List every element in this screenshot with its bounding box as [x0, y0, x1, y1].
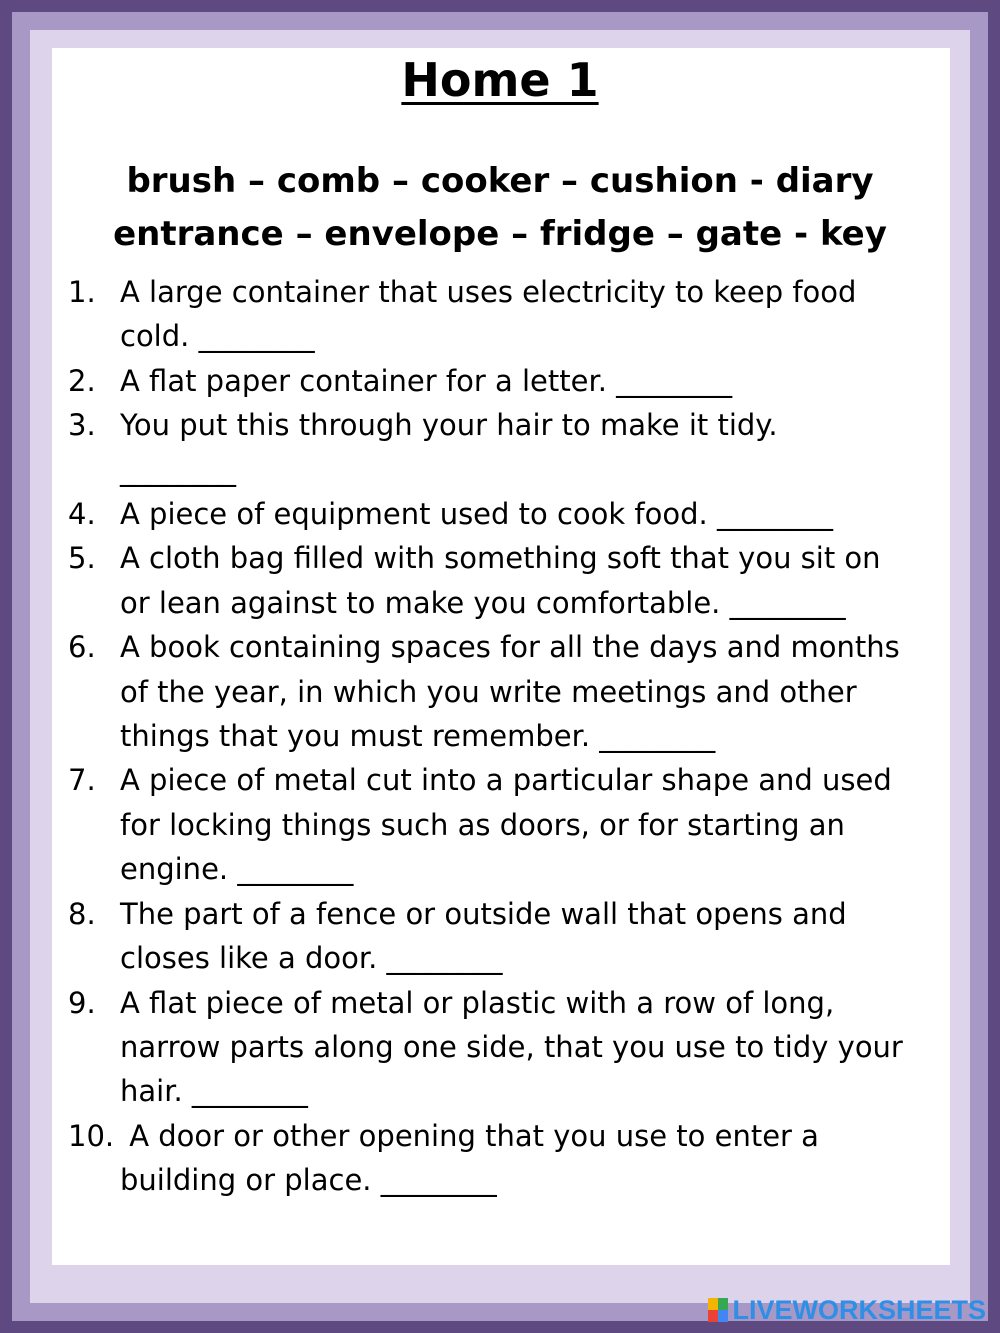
question-text-line: ________ [120, 452, 236, 487]
question-text-line: closes like a door. ________ [120, 941, 503, 976]
question-number: 8. [68, 896, 96, 931]
liveworksheets-brand: LIVEWORKSHEETS [732, 1294, 986, 1325]
question-text-line: narrow parts along one side, that you use to tidy your [120, 1029, 903, 1064]
liveworksheets-logo-icon [708, 1298, 728, 1322]
question-text-line: A flat paper container for a letter. ________ [120, 363, 733, 398]
question-number: 9. [68, 985, 96, 1020]
question-text-line: building or place. ________ [120, 1163, 497, 1198]
question-item [60, 625, 930, 758]
question-number: 4. [68, 497, 96, 532]
question-text-line: A book containing spaces for all the days and months [120, 630, 900, 665]
question-number: 2. [68, 363, 96, 398]
question-text-line: engine. ________ [120, 852, 354, 887]
question-number: 7. [68, 763, 96, 798]
word-bank-line: brush – comb – cooker – cushion - diary [126, 161, 874, 201]
question-number: 5. [68, 541, 96, 576]
question-item [60, 270, 930, 359]
question-text-line: A piece of metal cut into a particular shape and used [120, 763, 892, 798]
question-text-line: cold. ________ [120, 319, 315, 354]
question-text-line: A piece of equipment used to cook food. ________ [120, 497, 833, 532]
question-item [60, 359, 930, 403]
question-item [60, 536, 930, 625]
question-text-line: hair. ________ [120, 1074, 308, 1109]
question-text-line: things that you must remember. ________ [120, 719, 716, 754]
question-item [60, 1114, 930, 1203]
question-text-line: You put this through your hair to make it tidy. [120, 408, 778, 443]
word-bank [0, 155, 1000, 261]
question-text-line: A large container that uses electricity to keep food [120, 275, 857, 309]
question-text-line: for locking things such as doors, or for starting an [120, 807, 845, 842]
liveworksheets-footer[interactable] [708, 1294, 986, 1325]
worksheet-title: Home 1 [401, 53, 599, 107]
question-text-line: A cloth bag filled with something soft that you sit on [120, 541, 881, 576]
question-text-line: A flat piece of metal or plastic with a row of long, [120, 985, 835, 1020]
question-item [60, 403, 930, 492]
question-item [60, 758, 930, 891]
question-number: 10. [68, 1118, 115, 1153]
question-item [60, 492, 930, 536]
question-number: 3. [68, 408, 96, 443]
question-number: 1. [68, 275, 96, 309]
question-text-line: The part of a fence or outside wall that opens and [120, 896, 847, 931]
question-text-line: A door or other opening that you use to enter a [120, 1118, 819, 1153]
question-item [60, 981, 930, 1114]
question-text-line: or lean against to make you comfortable. ________ [120, 585, 846, 620]
word-bank-line: entrance – envelope – fridge – gate - key [113, 214, 887, 254]
question-item [60, 892, 930, 981]
question-text-line: of the year, in which you write meetings and other [120, 674, 857, 709]
question-list [60, 270, 930, 1203]
question-number: 6. [68, 630, 96, 665]
